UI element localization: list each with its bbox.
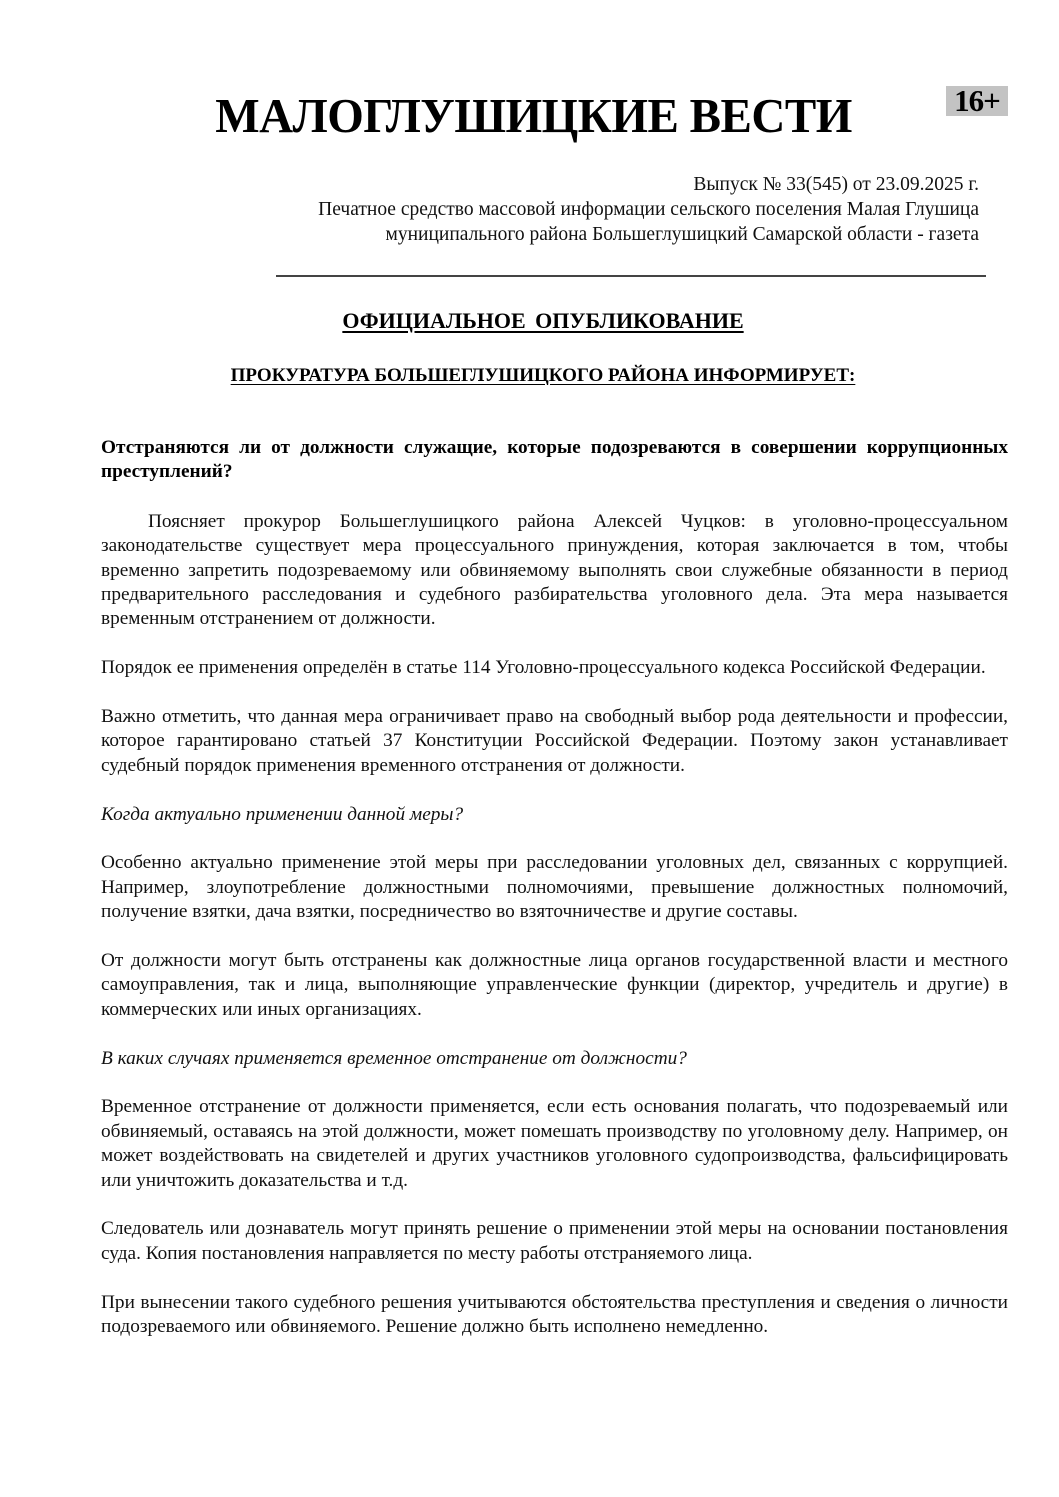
age-rating-badge: 16+ (946, 86, 1008, 116)
article-paragraph: Следователь или дознаватель могут принять решение о применении этой меры на основании постановления суда. Копия постановления направляется по месту работы отстраняемого лица. (101, 1218, 1008, 1264)
publisher-line-2: муниципального района Большеглушицкий Самарской области - газета (385, 224, 979, 245)
article-paragraph: При вынесении такого судебного решения учитываются обстоятельства преступления и сведения о личности подозреваемого или обвиняемого. Решение должно быть исполнено немедленно. (101, 1291, 1008, 1338)
article (101, 436, 1008, 1364)
article-subheading: Когда актуально применении данной меры? (101, 803, 464, 825)
article-paragraph: Временное отстранение от должности применяется, если есть основания полагать, что подозреваемый или обвиняемый, оставаясь на этой должности, может помешать производству по уголовному делу. Например, он может воздействовать на свидетелей и других участников уголовного судопроизводства, фальсифицировать или уничтожить доказательства и т.д. (101, 1096, 1008, 1191)
header-divider (276, 275, 986, 277)
article-paragraph: Поясняет прокурор Большеглушицкого района Алексей Чуцков: в уголовно-процессуальном законодательстве существует мера процессуального принуждения, которая заключается в том, чтобы временно запретить подозреваемому или обвиняемому выполнять свои служебные обязанности в период предварительного расследования и судебного разбирательства уголовного дела. Эта мера называется временным отстранением от должности. (101, 510, 1008, 630)
article-paragraph: Порядок ее применения определён в статье 114 Уголовно-процессуального кодекса Российской Федерации. (101, 657, 986, 679)
article-paragraph: От должности могут быть отстранены как должностные лица органов государственной власти и местного самоуправления, так и лица, выполняющие управленческие функции (директор, учредитель и другие) в коммерческих или иных организациях. (101, 950, 1008, 1020)
article-paragraph: Особенно актуально применение этой меры при расследовании уголовных дел, связанных с коррупцией. Например, злоупотребление должностными полномочиями, превышение должностных полномочий, получение взятки, дача взятки, посредничество во взяточничестве и другие составы. (101, 852, 1008, 923)
issue-number-date: Выпуск № 33(545) от 23.09.2025 г. (693, 174, 979, 195)
publisher-line-1: Печатное средство массовой информации сельского поселения Малая Глушица (318, 199, 979, 220)
newspaper-title: МАЛОГЛУШИЦКИЕ ВЕСТИ (215, 88, 852, 143)
masthead (0, 86, 1059, 146)
article-subheading: В каких случаях применяется временное отстранение от должности? (101, 1047, 687, 1069)
official-publication-heading: ОФИЦИАЛЬНОЕ ОПУБЛИКОВАНИЕ (342, 308, 744, 333)
article-paragraph: Важно отметить, что данная мера ограничивает право на свободный выбор рода деятельности и профессии, которое гарантировано статьей 37 Конституции Российской Федерации. Поэтому закон устанавливает судебный порядок применения временного отстранения от должности. (101, 706, 1008, 776)
prosecutor-office-heading: ПРОКУРАТУРА БОЛЬШЕГЛУШИЦКОГО РАЙОНА ИНФОРМИРУЕТ: (230, 365, 856, 386)
issue-info (318, 172, 979, 247)
article-headline: Отстраняются ли от должности служащие, которые подозреваются в совершении коррупционных преступлений? (101, 437, 1008, 483)
